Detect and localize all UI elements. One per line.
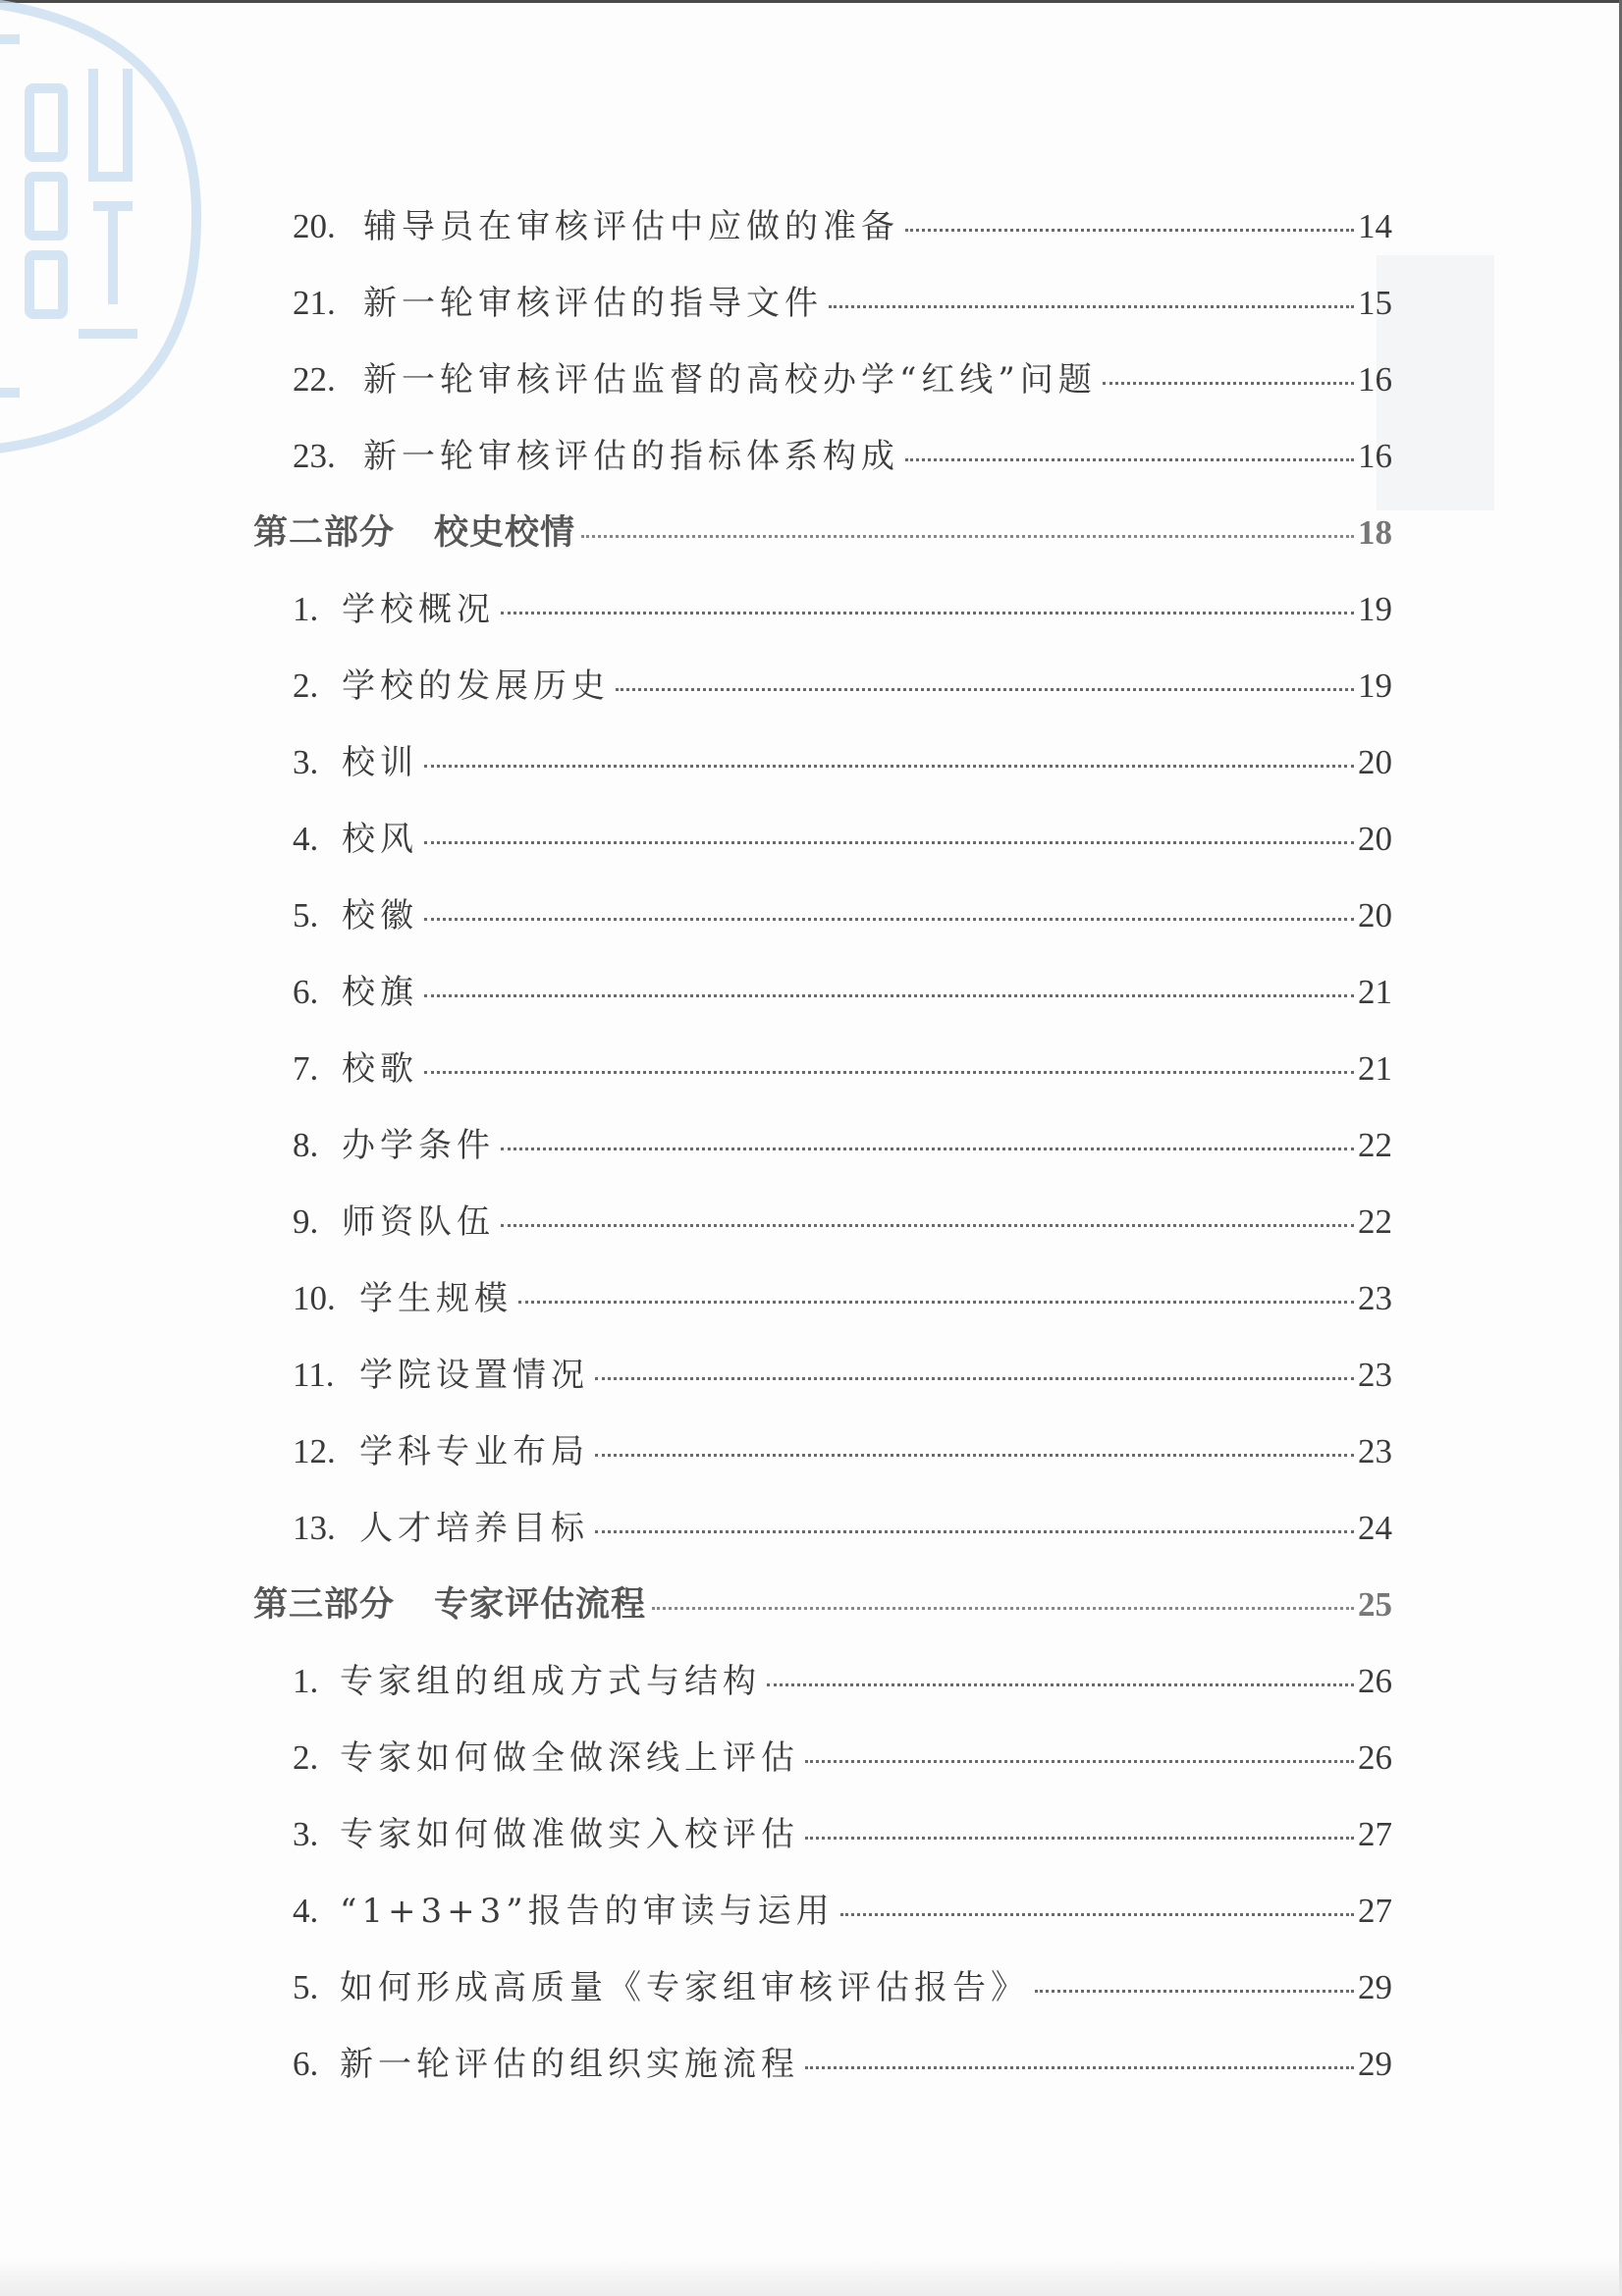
- dot-leader: [595, 1454, 1354, 1457]
- entry-number: 3.: [293, 743, 319, 781]
- dot-leader: [1035, 1990, 1354, 1993]
- dot-leader: [840, 1913, 1354, 1916]
- section-title: 专家评估流程: [434, 1585, 647, 1625]
- dot-leader: [829, 305, 1354, 308]
- entry-page-number: 22: [1358, 1126, 1392, 1164]
- toc-entry[interactable]: [293, 1424, 1392, 1472]
- entry-page-number: 20: [1358, 896, 1392, 934]
- entry-page-number: 29: [1358, 1968, 1392, 2006]
- section-page-number: 25: [1358, 1585, 1392, 1624]
- toc-entry[interactable]: [293, 812, 1392, 860]
- entry-number: 12.: [293, 1432, 336, 1470]
- toc-entry[interactable]: [293, 888, 1392, 936]
- entry-title: 校训: [342, 743, 418, 782]
- entry-number: 9.: [293, 1202, 319, 1241]
- dot-leader: [595, 1530, 1354, 1533]
- entry-title: 新一轮审核评估监督的高校办学“红线”问题: [363, 360, 1097, 400]
- dot-leader: [501, 1224, 1354, 1227]
- entry-title: 校风: [342, 820, 418, 859]
- entry-title: 人才培养目标: [359, 1509, 589, 1548]
- dot-leader: [424, 765, 1354, 768]
- toc-entry[interactable]: [293, 1884, 1392, 1932]
- entry-number: 1.: [293, 590, 319, 628]
- section-title: 校史校情: [434, 513, 576, 553]
- dot-leader: [424, 994, 1354, 997]
- entry-number: 21.: [293, 284, 336, 322]
- dot-leader: [424, 1071, 1354, 1074]
- entry-number: 5.: [293, 1968, 319, 2006]
- watermark-seal: [0, 0, 216, 461]
- entry-number: 2.: [293, 1738, 319, 1777]
- entry-page-number: 16: [1358, 360, 1392, 399]
- dot-leader: [518, 1301, 1354, 1304]
- entry-title: 新一轮审核评估的指标体系构成: [363, 437, 899, 476]
- dot-leader: [1103, 382, 1354, 385]
- section-page-number: 18: [1358, 513, 1392, 552]
- entry-title: 专家组的组成方式与结构: [340, 1662, 761, 1701]
- dot-leader: [805, 1760, 1354, 1763]
- entry-number: 8.: [293, 1126, 319, 1164]
- scan-shade: [1377, 255, 1494, 510]
- dot-leader: [501, 1148, 1354, 1150]
- entry-title: 学校的发展历史: [342, 667, 610, 706]
- entry-page-number: 22: [1358, 1202, 1392, 1241]
- toc-entry[interactable]: [293, 429, 1392, 477]
- entry-number: 4.: [293, 1892, 319, 1930]
- dot-leader: [805, 1837, 1354, 1840]
- entry-page-number: 16: [1358, 437, 1392, 475]
- entry-title: 专家如何做准做实入校评估: [340, 1815, 799, 1854]
- entry-number: 5.: [293, 896, 319, 934]
- entry-page-number: 19: [1358, 590, 1392, 628]
- dot-leader: [581, 535, 1354, 538]
- entry-page-number: 27: [1358, 1815, 1392, 1853]
- entry-number: 7.: [293, 1049, 319, 1088]
- toc-entry[interactable]: [293, 1348, 1392, 1396]
- entry-title: 学生规模: [359, 1279, 513, 1318]
- entry-page-number: 20: [1358, 743, 1392, 781]
- section-label: 第二部分: [253, 513, 396, 553]
- toc-entry[interactable]: [293, 1501, 1392, 1549]
- toc-entry[interactable]: [293, 1195, 1392, 1243]
- dot-leader: [905, 458, 1354, 461]
- toc-entry[interactable]: [293, 965, 1392, 1013]
- dot-leader: [652, 1607, 1354, 1610]
- entry-page-number: 15: [1358, 284, 1392, 322]
- entry-number: 3.: [293, 1815, 319, 1853]
- dot-leader: [424, 918, 1354, 921]
- entry-page-number: 23: [1358, 1279, 1392, 1317]
- entry-number: 2.: [293, 667, 319, 705]
- entry-page-number: 26: [1358, 1662, 1392, 1700]
- dot-leader: [501, 612, 1354, 614]
- entry-number: 6.: [293, 2045, 319, 2083]
- entry-number: 11.: [293, 1356, 335, 1394]
- dot-leader: [805, 2066, 1354, 2069]
- entry-title: 校歌: [342, 1049, 418, 1089]
- entry-page-number: 23: [1358, 1432, 1392, 1470]
- dot-leader: [595, 1377, 1354, 1380]
- entry-page-number: 19: [1358, 667, 1392, 705]
- toc-entry[interactable]: [293, 199, 1392, 247]
- entry-page-number: 21: [1358, 1049, 1392, 1088]
- entry-title: 新一轮审核评估的指导文件: [363, 284, 823, 323]
- entry-title: 新一轮评估的组织实施流程: [340, 2045, 799, 2084]
- entry-number: 4.: [293, 820, 319, 858]
- entry-title: “1+3+3”报告的审读与运用: [340, 1892, 835, 1931]
- entry-number: 13.: [293, 1509, 336, 1547]
- entry-title: 辅导员在审核评估中应做的准备: [363, 207, 899, 246]
- toc-section-heading[interactable]: [253, 506, 1392, 555]
- entry-page-number: 27: [1358, 1892, 1392, 1930]
- entry-page-number: 23: [1358, 1356, 1392, 1394]
- scan-top-edge: [0, 0, 1622, 3]
- entry-title: 学校概况: [342, 590, 495, 629]
- section-label: 第三部分: [253, 1585, 396, 1625]
- toc-entry[interactable]: [293, 1731, 1392, 1779]
- entry-page-number: 14: [1358, 207, 1392, 245]
- toc-entry[interactable]: [293, 1654, 1392, 1702]
- entry-title: 学院设置情况: [359, 1356, 589, 1395]
- entry-number: 20.: [293, 207, 336, 245]
- entry-title: 学科专业布局: [359, 1432, 589, 1471]
- entry-title: 师资队伍: [342, 1202, 495, 1242]
- entry-page-number: 26: [1358, 1738, 1392, 1777]
- entry-title: 校徽: [342, 896, 418, 935]
- entry-title: 办学条件: [342, 1126, 495, 1165]
- toc-entry[interactable]: [293, 582, 1392, 630]
- toc-entry[interactable]: [293, 352, 1392, 400]
- entry-page-number: 24: [1358, 1509, 1392, 1547]
- toc-entry[interactable]: [293, 735, 1392, 783]
- dot-leader: [424, 841, 1354, 844]
- dot-leader: [905, 229, 1354, 232]
- entry-page-number: 20: [1358, 820, 1392, 858]
- toc-entry[interactable]: [293, 276, 1392, 324]
- toc-entry[interactable]: [293, 1118, 1392, 1166]
- toc-entry[interactable]: [293, 1960, 1392, 2008]
- entry-number: 23.: [293, 437, 336, 475]
- entry-number: 1.: [293, 1662, 319, 1700]
- entry-page-number: 21: [1358, 973, 1392, 1011]
- toc-entry[interactable]: [293, 1271, 1392, 1319]
- toc-section-heading[interactable]: [253, 1577, 1392, 1627]
- entry-number: 22.: [293, 360, 336, 399]
- entry-title: 专家如何做全做深线上评估: [340, 1738, 799, 1778]
- entry-number: 6.: [293, 973, 319, 1011]
- entry-number: 10.: [293, 1279, 336, 1317]
- toc-entry[interactable]: [293, 1041, 1392, 1090]
- toc-entry[interactable]: [293, 659, 1392, 707]
- entry-title: 如何形成高质量《专家组审核评估报告》: [340, 1968, 1029, 2007]
- toc-entry[interactable]: [293, 2037, 1392, 2085]
- toc-entry[interactable]: [293, 1807, 1392, 1855]
- scan-bottom-shade: [0, 2257, 1622, 2296]
- dot-leader: [616, 688, 1354, 691]
- entry-title: 校旗: [342, 973, 418, 1012]
- entry-page-number: 29: [1358, 2045, 1392, 2083]
- dot-leader: [767, 1683, 1354, 1686]
